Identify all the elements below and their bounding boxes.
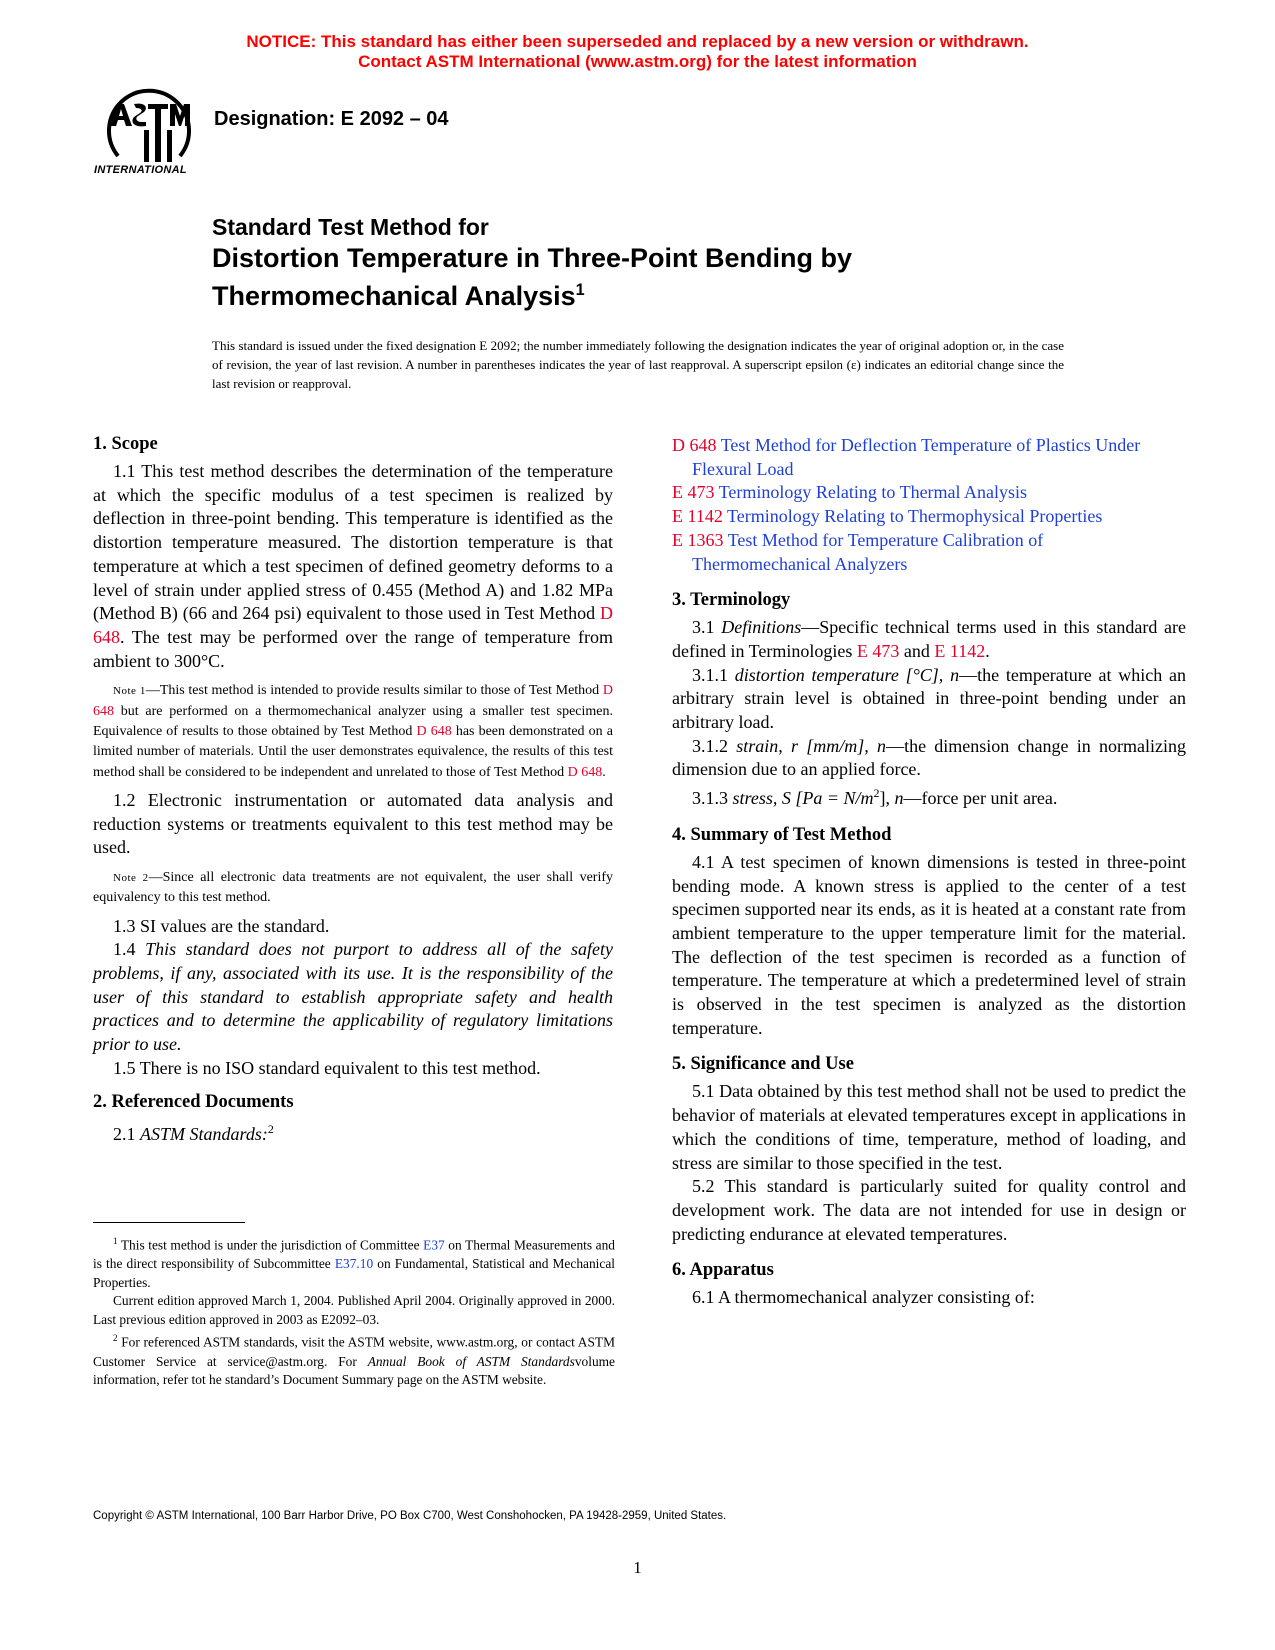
footnote-1-text-a: This test method is under the jurisdiction of Committee <box>117 1237 424 1253</box>
footnote-divider <box>93 1222 245 1223</box>
note-1-label: Note 1 <box>113 685 146 698</box>
withdrawal-notice <box>0 32 1275 72</box>
paragraph-5-1: 5.1 Data obtained by this test method shall not be used to predict the behavior of materials at elevated temperatures except in applications in which the conditions of time, temperature, method of loading, and stress are similar to those specified in the test. <box>672 1081 1186 1173</box>
notice-line-1: NOTICE: This standard has either been superseded and replaced by a new version or withdrawn. <box>246 32 1029 51</box>
standard-title: Test Method for Temperature Calibration of Thermomechanical Analyzers <box>692 529 1044 574</box>
annual-book-title: Annual Book of ASTM Standards <box>367 1353 575 1369</box>
reference-link-e473[interactable]: E 473 <box>856 640 900 661</box>
paragraph-1-4 <box>93 938 613 1057</box>
standard-code: E 473 <box>672 482 715 503</box>
term-strain: strain, r [mm/m], n <box>736 735 887 756</box>
standard-code: D 648 <box>672 435 717 455</box>
footnote-2-text-b: volume information, refer tot he standard’s Document Summary page on the ASTM website. <box>93 1353 615 1388</box>
paragraph-3-1-2-number: 3.1.2 <box>692 735 737 756</box>
footnote-1-marker: 1 <box>113 1236 118 1246</box>
notice-line-2: Contact ASTM International (www.astm.org) for the latest information <box>358 52 917 71</box>
section-heading-referenced-documents: 2. Referenced Documents <box>93 1092 294 1113</box>
standard-title: Terminology Relating to Thermal Analysis <box>718 482 1028 503</box>
astm-logo <box>88 86 204 186</box>
paragraph-2-1-number: 2.1 <box>113 1124 140 1145</box>
definition-distortion-temperature: —the temperature at which an arbitrary strain level is obtained in three-point bending under an arbitrary load. <box>672 664 1187 733</box>
note-2-label: Note 2 <box>113 871 149 884</box>
footnote-1-edition: Current edition approved March 1, 2004. Published April 2004. Originally approved in 2000. Last previous edition approved in 2003 as E2092–03. <box>93 1293 615 1327</box>
reference-link-d648[interactable]: D 648 <box>416 723 452 739</box>
note-1-text-d: . <box>602 764 606 780</box>
footnote-2-marker: 2 <box>113 1333 118 1344</box>
standard-code: E 1363 <box>672 529 724 550</box>
term-stress: stress, S [Pa = N/m <box>732 788 874 809</box>
paragraph-1-1 <box>93 460 613 673</box>
note-1-text-c: has been demonstrated on a limited number of materials. Until the user demonstrates equivalence, the results of this test method shall be considered to be independent and unrelated to those of Test Method <box>93 723 613 780</box>
footnote-1 <box>93 1232 615 1292</box>
paragraph-1-1-text-b: . The test may be performed over the range of temperature from ambient to 300°C. <box>93 626 613 671</box>
note-1 <box>93 681 613 782</box>
term-stress-n: n <box>894 788 904 809</box>
footnotes <box>93 1232 615 1390</box>
committee-link-e37[interactable]: E37 <box>423 1237 445 1253</box>
paragraph-3-1 <box>672 616 1186 663</box>
list-item[interactable] <box>672 505 1186 529</box>
title-line-3-text: Thermomechanical Analysis <box>212 281 576 311</box>
list-item[interactable] <box>672 481 1186 505</box>
paragraph-3-1-3 <box>672 782 1186 811</box>
paragraph-3-1-1-number: 3.1.1 <box>692 664 735 685</box>
paragraph-5-2: 5.2 This standard is particularly suited for quality control and development work. The data are not intended for use in design or predicting endurance at elevated temperatures. <box>672 1176 1186 1244</box>
note-2 <box>93 868 613 909</box>
designation: Designation: E 2092 – 04 <box>214 108 449 130</box>
paragraph-3-1-and: and <box>899 640 935 661</box>
paragraph-2-1 <box>93 1118 613 1147</box>
title-footnote-marker: 1 <box>575 281 585 299</box>
definition-stress: —force per unit area. <box>903 788 1058 809</box>
footnote-1-text-c: on Fundamental, Statistical and Mechanical Properties. <box>93 1256 615 1290</box>
paragraph-1-3: 1.3 SI values are the standard. <box>113 915 330 936</box>
term-distortion-temperature: distortion temperature [°C], n <box>734 664 960 685</box>
standard-code: E 1142 <box>672 506 723 527</box>
reference-link-d648[interactable]: D 648 <box>567 764 603 780</box>
paragraph-3-1-end: . <box>985 640 990 661</box>
reference-link-d648[interactable]: D 648 <box>93 683 613 719</box>
paragraph-6-1: 6.1 A thermomechanical analyzer consisting of: <box>692 1287 1035 1308</box>
preamble: This standard is issued under the fixed designation E 2092; the number immediately following the designation indicates the year of original adoption or, in the case of revision, the year of last revision. A number in parentheses indicates the year of last reapproval. A superscript epsilon (ε) indicates an editorial change since the last revision or reapproval. <box>212 338 1064 391</box>
section-heading-summary: 4. Summary of Test Method <box>672 824 892 845</box>
footnote-2-text-a: For referenced ASTM standards, visit the ASTM website, www.astm.org, or contact ASTM Customer Service at service@astm.org. For <box>93 1334 615 1369</box>
standard-title: Test Method for Deflection Temperature of Plastics Under Flexural Load <box>692 435 1141 479</box>
paragraph-3-1-3-number: 3.1.3 <box>692 788 733 809</box>
paragraph-3-1-number: 3.1 <box>692 617 722 638</box>
paragraph-1-2: 1.2 Electronic instrumentation or automated data analysis and reduction systems or treatments equivalent to this test method may be used. <box>93 789 613 858</box>
safety-caveat: This standard does not purport to address all of the safety problems, if any, associated with its use. It is the responsibility of the user of this standard to establish appropriate safety and health practices and to determine the applicability of regulatory limitations prior to use. <box>93 939 613 1055</box>
left-column <box>93 432 613 1147</box>
right-column <box>672 434 1186 1310</box>
paragraph-3-1-1 <box>672 664 1186 735</box>
subcommittee-link-e37-10[interactable]: E37.10 <box>334 1256 374 1272</box>
term-stress-close: ], <box>879 788 895 809</box>
definitions-label: Definitions <box>721 617 802 638</box>
paragraph-1-5: 1.5 There is no ISO standard equivalent to this test method. <box>113 1057 541 1078</box>
section-heading-terminology: 3. Terminology <box>672 590 791 611</box>
paragraph-4-1: 4.1 A test specimen of known dimensions is tested in three-point bending mode. A known stress is applied to the center of a test specimen supported near its ends, as it is heated at a constant rate from ambient temperature to the upper temperature limit for the material. The deflection of the test specimen is recorded as a function of temperature. The temperature at which a predetermined level of strain is observed in the test specimen is analyzed as the distortion temperature. <box>672 851 1186 1038</box>
logo-wordmark: INTERNATIONAL <box>94 164 187 176</box>
title-line-3 <box>212 274 972 312</box>
term-stress-superscript: 2 <box>873 786 880 801</box>
title-line-1: Standard Test Method for <box>212 214 489 240</box>
note-1-text-a: —This test method is intended to provide results similar to those of Test Method <box>145 683 603 699</box>
section-heading-significance: 5. Significance and Use <box>672 1054 854 1075</box>
paragraph-3-1-text: —Specific technical terms used in this standard are defined in Terminologies <box>672 617 1186 661</box>
footnote-2 <box>93 1329 615 1389</box>
reference-link-e1142[interactable]: E 1142 <box>934 640 986 661</box>
list-item[interactable] <box>672 434 1186 481</box>
copyright-line: Copyright © ASTM International, 100 Barr Harbor Drive, PO Box C700, West Conshohocken, PA 19428-2959, United States. <box>93 1510 727 1522</box>
reference-link-d648[interactable]: D 648 <box>93 603 613 647</box>
document-title <box>212 212 972 312</box>
paragraph-1-1-text-a: 1.1 This test method describes the determination of the temperature at which the specific modulus of a test specimen is realized by deflection in three-point bending. This temperature is identified as the distortion temperature measured. The distortion temperature is that temperature at which a test specimen of defined geometry deforms to a level of strain under applied stress of 0.455 (Method A) and 1.82 MPa (Method B) (66 and 264 psi) equivalent to those used in Test Method <box>93 461 613 624</box>
section-heading-scope: 1. Scope <box>93 434 158 454</box>
section-heading-apparatus: 6. Apparatus <box>672 1260 774 1281</box>
footnote-marker-2: 2 <box>267 1122 274 1137</box>
paragraph-1-4-number: 1.4 <box>113 939 146 960</box>
astm-standards-label: ASTM Standards: <box>140 1124 268 1145</box>
paragraph-3-1-2 <box>672 735 1186 782</box>
note-2-text: —Since all electronic data treatments are not equivalent, the user shall verify equivalency to this test method. <box>93 869 613 906</box>
referenced-standards-list <box>672 434 1186 576</box>
definition-strain: —the dimension change in normalizing dimension due to an applied force. <box>672 735 1187 780</box>
list-item[interactable] <box>672 529 1186 576</box>
title-line-2: Distortion Temperature in Three-Point Bending by <box>212 243 853 273</box>
note-1-text-b: but are performed on a thermomechanical analyzer using a smaller test specimen. Equivalence of results to those obtained by Test Method <box>93 703 613 739</box>
page-number: 1 <box>633 1558 642 1577</box>
footnote-1-text-b: on Thermal Measurements and is the direct responsibility of Subcommittee <box>93 1237 615 1272</box>
standard-title: Terminology Relating to Thermophysical Properties <box>727 506 1103 527</box>
